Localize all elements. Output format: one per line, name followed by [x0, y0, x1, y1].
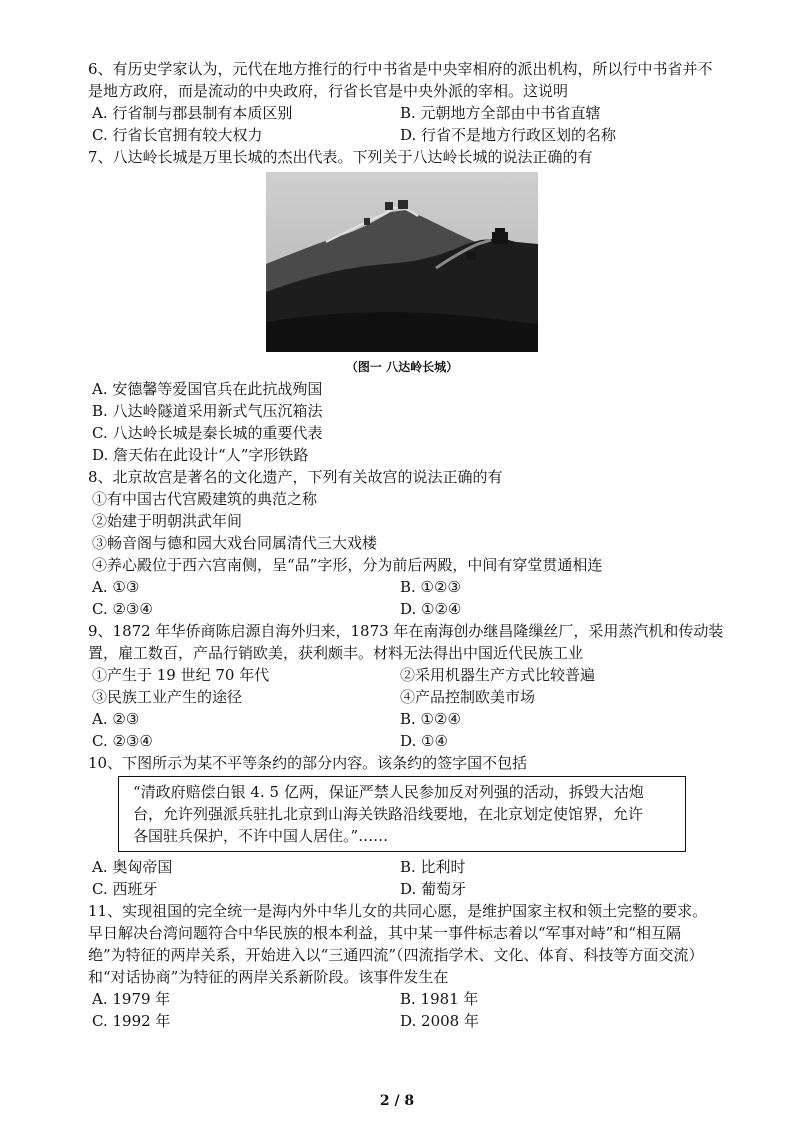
q9-option-d: D. ①④: [400, 732, 448, 750]
q8-option-b: B. ①②③: [400, 578, 461, 596]
q6-stem-line2: 是地方政府，而是流动的中央政府，行省长官是中央外派的宰相。这说明: [88, 82, 569, 100]
q7-stem: 7、八达岭长城是万里长城的杰出代表。下列关于八达岭长城的说法正确的有: [88, 148, 593, 166]
q6-options: [88, 102, 716, 146]
q10-option-b: B. 比利时: [400, 858, 466, 876]
great-wall-photo: [266, 172, 538, 352]
q8-option-c: C. ②③④: [92, 600, 153, 618]
question-6: [88, 58, 716, 146]
q8-option-d: D. ①②④: [400, 600, 462, 618]
q9-statement-4: ④产品控制欧美市场: [400, 688, 536, 706]
q6-option-d: D. 行省不是地方行政区划的名称: [400, 126, 617, 144]
q9-statement-2: ②采用机器生产方式比较普遍: [400, 666, 596, 684]
q8-statement-2: ②始建于明朝洪武年间: [92, 512, 243, 530]
q8-statement-4: ④养心殿位于西六宫南侧，呈“品”字形，分为前后两殿，中间有穿堂贯通相连: [92, 556, 603, 574]
q11-stem-line4: 和“对话协商”为特征的两岸关系新阶段。该事件发生在: [88, 968, 449, 986]
q9-options: [88, 708, 716, 752]
q9-stem-line2: 置，雇工数百，产品行销欧美，获利颇丰。材料无法得出中国近代民族工业: [88, 644, 584, 662]
question-11: [88, 900, 716, 1032]
q6-stem-line1: 6、有历史学家认为，元代在地方推行的行中书省是中央宰相府的派出机构，所以行中书省并不: [88, 60, 713, 78]
q10-treaty-excerpt-box: [118, 776, 686, 852]
q11-option-a: A. 1979 年: [92, 990, 171, 1008]
q11-stem-line2: 早日解决台湾问题符合中华民族的根本利益，其中某一事件标志着以“军事对峙”和“相互隔: [88, 924, 682, 942]
q10-option-a: A. 奥匈帝国: [92, 858, 173, 876]
q7-option-c: C. 八达岭长城是秦长城的重要代表: [92, 424, 323, 442]
question-10: [88, 752, 716, 900]
q9-option-b: B. ①②④: [400, 710, 461, 728]
question-7: [88, 146, 716, 466]
q8-statement-3: ③畅音阁与德和园大戏台同属清代三大戏楼: [92, 534, 378, 552]
q8-option-a: A. ①③: [92, 578, 140, 596]
question-9: [88, 620, 724, 752]
q7-option-d: D. 詹天佑在此设计“人”字形铁路: [92, 446, 309, 464]
q7-option-a: A. 安德馨等爱国官兵在此抗战殉国: [92, 380, 323, 398]
q6-option-a: A. 行省制与郡县制有本质区别: [92, 104, 293, 122]
q9-statement-1: ①产生于 19 世纪 70 年代: [92, 666, 270, 684]
q8-options: [88, 576, 716, 620]
q6-option-b: B. 元朝地方全部由中书省直辖: [400, 104, 601, 122]
page-number: 2 / 8: [379, 1093, 415, 1109]
question-8: [88, 466, 716, 620]
q11-stem-line1: 11、实现祖国的完全统一是海内外中华儿女的共同心愿，是维护国家主权和领土完整的要求。: [88, 902, 708, 920]
q9-option-a: A. ②③: [92, 710, 140, 728]
q9-option-c: C. ②③④: [92, 732, 153, 750]
q9-statements: [88, 664, 716, 708]
q11-options: [88, 988, 716, 1032]
q8-stem: 8、北京故宫是著名的文化遗产，下列有关故宫的说法正确的有: [88, 468, 503, 486]
q10-option-d: D. 葡萄牙: [400, 880, 467, 898]
q9-statement-3: ③民族工业产生的途径: [92, 688, 243, 706]
q11-stem-line3: 绝”为特征的两岸关系，开始进入以“三通四流”（四流指学术、文化、体育、科技等方面交流）: [88, 946, 704, 964]
q10-option-c: C. 西班牙: [92, 880, 158, 898]
q10-quote-line2: 台，允许列强派兵驻扎北京到山海关铁路沿线要地，在北京划定使馆界，允许: [133, 805, 644, 823]
q11-option-d: D. 2008 年: [400, 1012, 479, 1030]
q9-stem-line1: 9、1872 年华侨商陈启源自海外归来，1873 年在南海创办继昌隆缫丝厂，采用蒸汽机和传动装: [88, 622, 724, 640]
q8-statement-1: ①有中国古代宫殿建筑的典范之称: [92, 490, 318, 508]
q11-option-b: B. 1981 年: [400, 990, 479, 1008]
q10-quote-line3: 各国驻兵保护，不许中国人居住。”……: [133, 827, 389, 845]
q10-stem: 10、下图所示为某不平等条约的部分内容。该条约的签字国不包括: [88, 754, 528, 772]
q7-figure-caption: （图一 八达岭长城）: [345, 360, 459, 374]
q11-option-c: C. 1992 年: [92, 1012, 171, 1030]
q7-option-b: B. 八达岭隧道采用新式气压沉箱法: [92, 402, 323, 420]
q7-figure: [88, 172, 716, 376]
q6-option-c: C. 行省长官拥有较大权力: [92, 126, 263, 144]
q10-options: [88, 856, 716, 900]
q10-quote-line1: “清政府赔偿白银 4. 5 亿两，保证严禁人民参加反对列强的活动，拆毁大沽炮: [133, 783, 644, 801]
